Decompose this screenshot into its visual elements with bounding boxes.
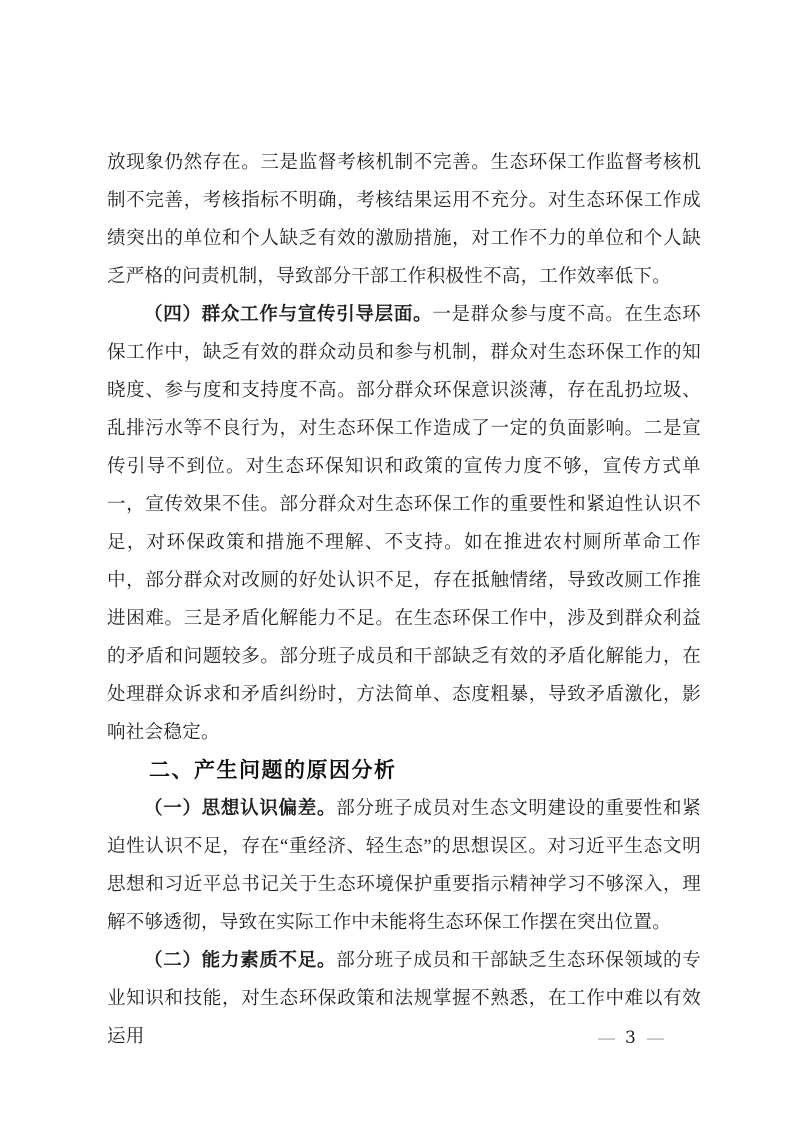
paragraph-text: 放现象仍然存在。三是监督考核机制不完善。生态环保工作监督考核机制不完善，考核指标不明确，考核结果运用不充分。对生态环保工作成绩突出的单位和个人缺乏有效的激励措施，对工作不力的单位和个人缺乏严格的问责机制，导致部分干部工作积极性不高，工作效率低下。 [107,153,701,287]
section-heading: 二、产生问题的原因分析 [149,759,397,782]
paragraph-text: 一是群众参与度不高。在生态环保工作中，缺乏有效的群众动员和参与机制，群众对生态环保工作的知晓度、参与度和支持度不高。部分群众环保意识淡薄，存在乱扔垃圾、乱排污水等不良行为，对生态环保工作造成了一定的负面影响。二是宣传引导不到位。对生态环保知识和政策的宣传力度不够，宣传方式单一，宣传效果不佳。部分群众对生态环保工作的重要性和紧迫性认识不足，对环保政策和措施不理解、不支持。如在推进农村厕所革命工作中，部分群众对改厕的好处认识不足，存在抵触情绪，导致改厕工作推进困难。三是矛盾化解能力不足。在生态环保工作中，涉及到群众利益的矛盾和问题较多。部分班子成员和干部缺乏有效的矛盾化解能力，在处理群众诉求和矛盾纠纷时，方法简单、态度粗暴，导致矛盾激化，影响社会稳定。 [107,305,701,743]
paragraph-continuation [107,144,701,296]
page-number-dash-right: — [646,1028,663,1047]
paragraph-text: 部分班子成员和干部缺乏生态环保领域的专业知识和技能，对生态环保政策和法规掌握不熟悉，在工作中难以有效运用 [107,951,701,1047]
page-number-value: 3 [625,1028,636,1048]
paragraph-cause-1 [107,790,701,942]
paragraph-lead-in: （四）群众工作与宣传引导层面。 [144,305,433,325]
paragraph-lead-in: （二）能力素质不足。 [144,951,337,971]
paragraph-section-4 [107,296,701,752]
page-number-dash-left: — [598,1028,614,1047]
paragraph-lead-in: （一）思想认识偏差。 [144,799,337,819]
page-number-footer [598,1026,663,1050]
document-body [107,144,701,1056]
paragraph-text: 部分班子成员对生态文明建设的重要性和紧迫性认识不足，存在“重经济、轻生态”的思想误区。对习近平生态文明思想和习近平总书记关于生态环境保护重要指示精神学习不够深入，理解不够透彻，导致在实际工作中未能将生态环保工作摆在突出位置。 [107,799,701,933]
